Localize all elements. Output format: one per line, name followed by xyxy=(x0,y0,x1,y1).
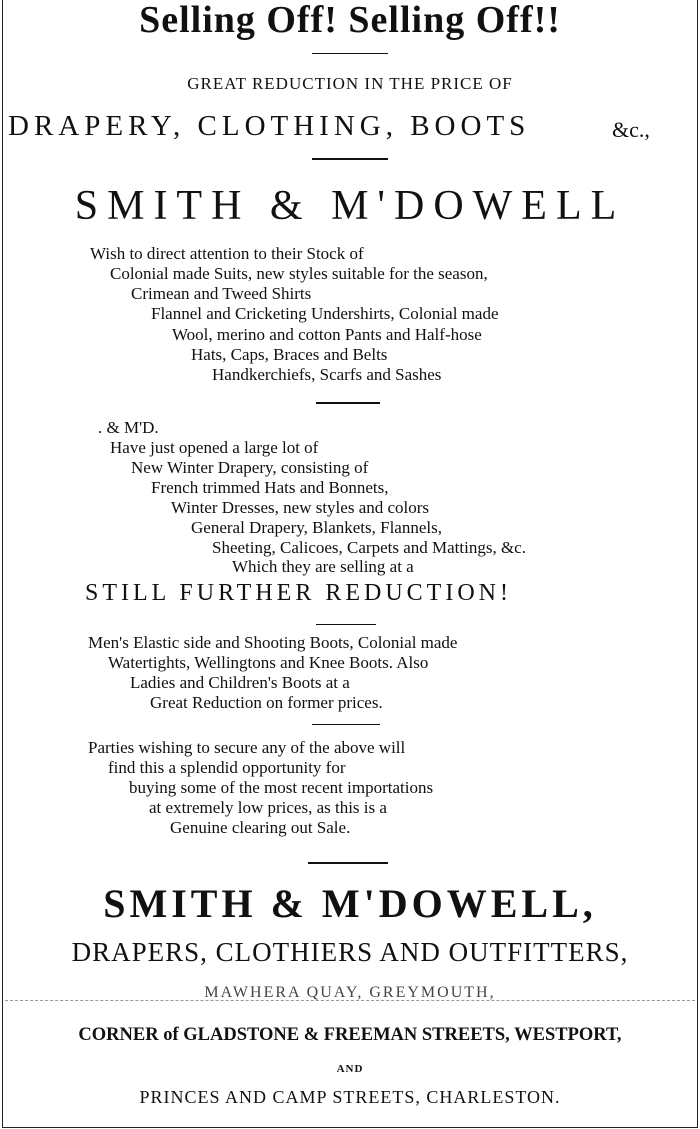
divider-rule xyxy=(316,624,376,625)
divider-rule xyxy=(312,158,388,160)
sale-line: buying some of the most recent importations xyxy=(129,778,434,797)
divider-rule xyxy=(312,724,380,725)
boots-line: Men's Elastic side and Shooting Boots, Colonial made xyxy=(88,633,458,652)
drapery-line: Which they are selling at a xyxy=(232,557,414,576)
drapery-line: General Drapery, Blankets, Flannels, xyxy=(191,518,442,537)
drapery-line: Winter Dresses, new styles and colors xyxy=(171,498,430,517)
sale-line: Parties wishing to secure any of the above will xyxy=(88,738,406,757)
address-charleston: PRINCES AND CAMP STREETS, CHARLESTON. xyxy=(139,1087,561,1107)
faded-address: MAWHERA QUAY, GREYMOUTH, xyxy=(204,984,496,1001)
stock-line: Colonial made Suits, new styles suitable for the season, xyxy=(110,264,488,283)
categories-etc: &c., xyxy=(612,117,650,142)
boots-line: Watertights, Wellingtons and Knee Boots. Also xyxy=(108,653,429,672)
address-westport: CORNER of GLADSTONE & FREEMAN STREETS, WESTPORT, xyxy=(78,1025,622,1045)
stock-line: Flannel and Cricketing Undershirts, Colonial made xyxy=(151,304,499,323)
subheading: GREAT REDUCTION IN THE PRICE OF xyxy=(187,74,513,93)
stock-line: Crimean and Tweed Shirts xyxy=(131,284,312,303)
drapery-line: Have just opened a large lot of xyxy=(110,438,319,457)
headline: Selling Off! Selling Off!! xyxy=(139,0,561,41)
stock-line: Hats, Caps, Braces and Belts xyxy=(191,345,388,364)
stock-line: Handkerchiefs, Scarfs and Sashes xyxy=(212,365,442,384)
reduction-banner: STILL FURTHER REDUCTION! xyxy=(85,580,512,606)
sale-line: Genuine clearing out Sale. xyxy=(170,818,351,837)
faded-rule xyxy=(5,1000,695,1001)
boots-line: Great Reduction on former prices. xyxy=(150,693,383,712)
sale-line: at extremely low prices, as this is a xyxy=(149,798,387,817)
firm-trades: DRAPERS, CLOTHIERS AND OUTFITTERS, xyxy=(71,937,629,967)
drapery-line: Sheeting, Calicoes, Carpets and Mattings, &c. xyxy=(212,538,526,557)
divider-rule xyxy=(316,402,380,404)
categories-line: DRAPERY, CLOTHING, BOOTS xyxy=(8,110,531,142)
drapery-line: French trimmed Hats and Bonnets, xyxy=(151,478,389,497)
sale-line: find this a splendid opportunity for xyxy=(108,758,346,777)
divider-rule xyxy=(308,862,388,864)
drapery-line: . & M'D. xyxy=(98,418,159,437)
firm-footer-name: SMITH & M'DOWELL, xyxy=(103,881,597,926)
divider-rule xyxy=(312,53,388,54)
stock-line: Wool, merino and cotton Pants and Half-hose xyxy=(172,325,482,344)
firm-heading: SMITH & M'DOWELL xyxy=(74,183,626,229)
boots-line: Ladies and Children's Boots at a xyxy=(130,673,350,692)
drapery-line: New Winter Drapery, consisting of xyxy=(131,458,369,477)
stock-line: Wish to direct attention to their Stock of xyxy=(90,244,364,263)
address-and: AND xyxy=(336,1063,364,1075)
